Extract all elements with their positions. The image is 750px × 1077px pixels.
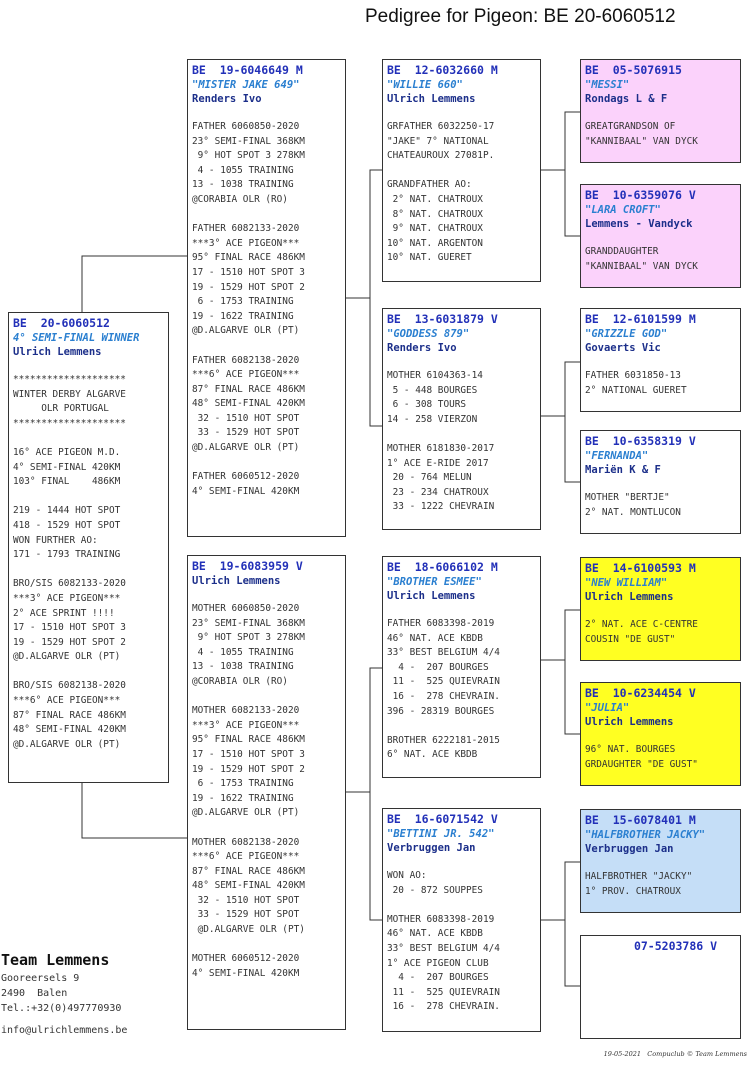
performance-line: 2° ACE SPRINT !!!!: [13, 607, 115, 619]
performance-line: ********************: [13, 374, 126, 385]
owner: Ulrich Lemmens: [387, 590, 476, 602]
ring-number: BE 19-6046649 M: [192, 63, 303, 77]
performance-line: @CORABIA OLR (RO): [192, 675, 288, 687]
performance-line: 46° NAT. ACE KBDB: [387, 928, 483, 940]
nickname: "WILLIE 660": [387, 79, 463, 91]
performance-line: 219 - 1444 HOT SPOT: [13, 505, 121, 517]
performance-line: 14 - 258 VIERZON: [387, 413, 478, 425]
performance-lines: [585, 743, 736, 772]
performance-line: MOTHER 6060850-2020: [192, 603, 300, 614]
performance-line: WINTER DERBY ALGARVE: [13, 388, 126, 400]
nickname: "NEW WILLIAM": [585, 577, 668, 589]
performance-lines: [585, 245, 736, 274]
performance-line: GREATGRANDSON OF: [585, 121, 676, 132]
owner: Ulrich Lemmens: [585, 716, 674, 728]
team-contact-block: [1, 951, 127, 1036]
performance-line: 33 - 1222 CHEVRAIN: [387, 501, 495, 513]
performance-line: 48° SEMI-FINAL 420KM: [13, 724, 126, 736]
performance-line: 95° FINAL RACE 486KM: [192, 734, 305, 746]
ring-number: BE 12-6032660 M: [387, 63, 498, 77]
pigeon-card-ssd[interactable]: [580, 184, 741, 288]
performance-line: 10° NAT. GUERET: [387, 252, 472, 264]
performance-line: [13, 490, 164, 505]
performance-line: 9° HOT SPOT 3 278KM: [192, 632, 305, 644]
ring-number: BE 16-6071542 V: [387, 812, 498, 826]
performance-line: "JAKE" 7° NATIONAL: [387, 135, 489, 147]
performance-line: 48° SEMI-FINAL 420KM: [192, 880, 305, 892]
performance-line: 4° SEMI-FINAL 420KM: [13, 461, 121, 473]
performance-line: 6 - 1753 TRAINING: [192, 778, 294, 790]
performance-line: FATHER 6082133-2020: [192, 223, 300, 235]
performance-line: 17 - 1510 HOT SPOT 3: [192, 266, 305, 278]
performance-line: 20 - 872 SOUPPES: [387, 884, 483, 896]
performance-line: [387, 719, 536, 734]
owner: Lemmens - Vandyck: [585, 218, 693, 230]
performance-lines: [387, 120, 536, 266]
performance-line: FATHER 6083398-2019: [387, 618, 495, 629]
performance-line: 4 - 1055 TRAINING: [192, 646, 294, 658]
performance-line: 1° ACE PIGEON CLUB: [387, 957, 489, 969]
performance-line: 46° NAT. ACE KBDB: [387, 632, 483, 644]
performance-line: 48° SEMI-FINAL 420KM: [192, 398, 305, 410]
performance-line: FATHER 6060850-2020: [192, 121, 300, 132]
performance-line: GRDAUGHTER "DE GUST": [585, 758, 698, 770]
owner: Renders Ivo: [387, 342, 457, 354]
performance-lines: [585, 870, 736, 899]
performance-line: 19 - 1622 TRAINING: [192, 792, 294, 804]
performance-line: ***3° ACE PIGEON***: [192, 237, 300, 249]
pigeon-card-dsd[interactable]: [580, 682, 741, 786]
performance-line: 2° NAT. MONTLUCON: [585, 506, 681, 518]
performance-line: 1° PROV. CHATROUX: [585, 885, 681, 897]
performance-line: [13, 563, 164, 578]
performance-line: ***6° ACE PIGEON***: [192, 851, 300, 863]
address-line: Tel.:+32(0)497770930: [1, 1003, 122, 1014]
performance-line: FATHER 6031850-13: [585, 370, 681, 381]
performance-line: BRO/SIS 6082138-2020: [13, 680, 126, 692]
owner: Ulrich Lemmens: [13, 346, 102, 358]
performance-line: FATHER 6060512-2020: [192, 471, 300, 483]
owner: Ulrich Lemmens: [585, 591, 674, 603]
owner: Verbruggen Jan: [585, 843, 674, 855]
performance-line: FATHER 6082138-2020: [192, 354, 300, 366]
nickname: "GRIZZLE GOD": [585, 328, 668, 340]
pigeon-card-dss[interactable]: [580, 557, 741, 661]
performance-line: 4 - 1055 TRAINING: [192, 164, 294, 176]
performance-line: MOTHER 6060512-2020: [192, 953, 300, 965]
ring-number: BE 20-6060512: [13, 316, 110, 330]
performance-line: 33° BEST BELGIUM 4/4: [387, 942, 500, 954]
performance-line: 23° SEMI-FINAL 368KM: [192, 617, 305, 629]
performance-line: @CORABIA OLR (RO): [192, 193, 288, 205]
performance-line: 6° NAT. ACE KBDB: [387, 749, 478, 761]
performance-line: [387, 164, 536, 179]
ring-number: BE 19-6083959 V: [192, 559, 303, 573]
owner: Mariën K & F: [585, 464, 661, 476]
performance-line: @D.ALGARVE OLR (PT): [192, 924, 305, 936]
performance-line: 32 - 1510 HOT SPOT: [192, 412, 300, 424]
performance-lines: [585, 618, 736, 647]
performance-line: GRANDDAUGHTER: [585, 246, 659, 257]
performance-line: MOTHER 6104363-14: [387, 370, 483, 381]
performance-line: 2° NAT. ACE C-CENTRE: [585, 619, 698, 630]
performance-line: MOTHER 6083398-2019: [387, 913, 495, 925]
performance-line: @D.ALGARVE OLR (PT): [13, 738, 121, 750]
page-title: Pedigree for Pigeon: BE 20-6060512: [365, 6, 676, 27]
performance-line: 96° NAT. BOURGES: [585, 744, 676, 755]
performance-line: MOTHER 6082138-2020: [192, 836, 300, 848]
performance-line: [192, 456, 341, 471]
performance-line: BROTHER 6222181-2015: [387, 734, 500, 746]
ring-number: BE 10-6359076 V: [585, 188, 696, 202]
performance-line: 4° SEMI-FINAL 420KM: [192, 967, 300, 979]
performance-line: GRFATHER 6032250-17: [387, 121, 495, 132]
performance-line: 418 - 1529 HOT SPOT: [13, 519, 121, 531]
performance-line: 11 - 525 QUIEVRAIN: [387, 986, 500, 998]
performance-line: 87° FINAL RACE 486KM: [13, 709, 126, 721]
performance-lines: [585, 120, 736, 149]
ring-number: BE 05-5076915: [585, 63, 682, 77]
nickname: "GODDESS 879": [387, 328, 470, 340]
performance-lines: [192, 602, 341, 981]
performance-line: ***6° ACE PIGEON***: [13, 695, 121, 707]
pigeon-card-sire-dam[interactable]: [382, 308, 541, 530]
performance-line: [387, 898, 536, 913]
nickname: "BROTHER ESMEE": [387, 576, 482, 588]
performance-line: 23° SEMI-FINAL 368KM: [192, 135, 305, 147]
performance-line: 5 - 448 BOURGES: [387, 384, 478, 396]
performance-line: MOTHER 6181830-2017: [387, 442, 495, 454]
performance-line: ***6° ACE PIGEON***: [192, 369, 300, 381]
pigeon-card-ddd[interactable]: [580, 935, 741, 1039]
owner: Ulrich Lemmens: [192, 575, 281, 587]
performance-lines: [387, 369, 536, 515]
owner: Govaerts Vic: [585, 342, 661, 354]
nickname: "LARA CROFT": [585, 204, 661, 216]
address-line: Gooreersels 9: [1, 973, 80, 984]
pigeon-card-sire[interactable]: [187, 59, 346, 537]
pigeon-card-dam[interactable]: [187, 555, 346, 1030]
performance-line: 171 - 1793 TRAINING: [13, 549, 121, 561]
nickname: "FERNANDA": [585, 450, 649, 462]
performance-line: [387, 427, 536, 442]
performance-line: 2° NATIONAL GUERET: [585, 384, 687, 396]
ring-number: BE 10-6234454 V: [585, 686, 696, 700]
performance-line: [13, 665, 164, 680]
performance-line: 19 - 1529 HOT SPOT 2: [192, 281, 305, 293]
performance-line: 396 - 28319 BOURGES: [387, 705, 495, 717]
nickname: "MESSI": [585, 79, 630, 91]
nickname: 4° SEMI-FINAL WINNER: [13, 332, 140, 344]
ring-number: BE 14-6100593 M: [585, 561, 696, 575]
performance-lines: [13, 373, 164, 752]
performance-line: [192, 821, 341, 836]
performance-line: 23 - 234 CHATROUX: [387, 486, 489, 498]
performance-line: @D.ALGARVE OLR (PT): [192, 807, 300, 819]
team-email[interactable]: info@ulrichlemmens.be: [1, 1025, 128, 1036]
ring-number: BE 13-6031879 V: [387, 312, 498, 326]
ring-number: BE 15-6078401 M: [585, 813, 696, 827]
performance-line: 11 - 525 QUIEVRAIN: [387, 676, 500, 688]
team-name: Team Lemmens: [1, 951, 110, 969]
pigeon-card-sss[interactable]: [580, 59, 741, 163]
performance-line: 17 - 1510 HOT SPOT 3: [13, 622, 126, 634]
performance-line: [192, 339, 341, 354]
pigeon-card-sdd[interactable]: [580, 430, 741, 534]
performance-line: 13 - 1038 TRAINING: [192, 179, 294, 191]
performance-line: 10° NAT. ARGENTON: [387, 237, 483, 249]
performance-line: 9° HOT SPOT 3 278KM: [192, 150, 305, 162]
team-address: [1, 971, 127, 1016]
performance-line: @D.ALGARVE OLR (PT): [192, 442, 300, 454]
performance-line: CHATEAUROUX 27081P.: [387, 150, 495, 162]
performance-line: 20 - 764 MELUN: [387, 472, 472, 484]
performance-line: 33° BEST BELGIUM 4/4: [387, 647, 500, 659]
ring-number: 07-5203786 V: [633, 939, 718, 953]
performance-line: 95° FINAL RACE 486KM: [192, 252, 305, 264]
performance-line: 16 - 278 CHEVRAIN.: [387, 1001, 500, 1013]
address-line: 2490 Balen: [1, 988, 68, 999]
pigeon-card-dam-sire[interactable]: [382, 556, 541, 778]
performance-line: 13 - 1038 TRAINING: [192, 661, 294, 673]
performance-line: 87° FINAL RACE 486KM: [192, 865, 305, 877]
performance-line: BRO/SIS 6082133-2020: [13, 578, 126, 590]
nickname: "HALFBROTHER JACKY": [585, 829, 706, 841]
performance-line: 6 - 308 TOURS: [387, 399, 467, 411]
footer-credit: 19-05-2021 Compuclub © Team Lemmens: [603, 1050, 747, 1058]
performance-lines: [585, 369, 736, 398]
performance-line: ********************: [13, 417, 126, 429]
performance-line: 4 - 207 BOURGES: [387, 972, 489, 984]
performance-line: 19 - 1529 HOT SPOT 2: [13, 636, 126, 648]
performance-line: WON AO:: [387, 870, 427, 881]
performance-line: HALFBROTHER "JACKY": [585, 871, 693, 882]
nickname: "BETTINI JR. 542": [387, 828, 495, 840]
performance-line: MOTHER 6082133-2020: [192, 705, 300, 717]
performance-line: "KANNIBAAL" VAN DYCK: [585, 260, 698, 272]
performance-line: ***3° ACE PIGEON***: [192, 719, 300, 731]
performance-line: ***3° ACE PIGEON***: [13, 592, 121, 604]
performance-line: 32 - 1510 HOT SPOT: [192, 894, 300, 906]
performance-line: 19 - 1622 TRAINING: [192, 310, 294, 322]
owner: Verbruggen Jan: [387, 842, 476, 854]
performance-line: [192, 938, 341, 953]
performance-line: 87° FINAL RACE 486KM: [192, 383, 305, 395]
performance-line: MOTHER "BERTJE": [585, 492, 670, 503]
performance-line: @D.ALGARVE OLR (PT): [13, 651, 121, 663]
pigeon-card-subject[interactable]: [8, 312, 169, 783]
performance-line: 4 - 207 BOURGES: [387, 661, 489, 673]
performance-line: @D.ALGARVE OLR (PT): [192, 325, 300, 337]
performance-line: 16 - 278 CHEVRAIN.: [387, 690, 500, 702]
performance-line: GRANDFATHER AO:: [387, 179, 472, 191]
pigeon-card-dds[interactable]: [580, 809, 741, 913]
performance-lines: [387, 869, 536, 1015]
performance-line: 33 - 1529 HOT SPOT: [192, 427, 300, 439]
performance-line: OLR PORTUGAL: [13, 403, 109, 415]
owner: Rondags L & F: [585, 93, 668, 105]
performance-line: 33 - 1529 HOT SPOT: [192, 909, 300, 921]
pigeon-card-dam-dam[interactable]: [382, 808, 541, 1032]
performance-line: WON FURTHER AO:: [13, 534, 98, 546]
ring-number: BE 12-6101599 M: [585, 312, 696, 326]
performance-line: 2° NAT. CHATROUX: [387, 193, 483, 205]
performance-line: 19 - 1529 HOT SPOT 2: [192, 763, 305, 775]
pigeon-card-sds[interactable]: [580, 308, 741, 412]
ring-number: BE 18-6066102 M: [387, 560, 498, 574]
performance-line: 103° FINAL 486KM: [13, 476, 121, 488]
performance-line: 1° ACE E-RIDE 2017: [387, 457, 489, 469]
performance-line: "KANNIBAAL" VAN DYCK: [585, 135, 698, 147]
nickname: "JULIA": [585, 702, 630, 714]
performance-line: [192, 208, 341, 223]
performance-line: 6 - 1753 TRAINING: [192, 296, 294, 308]
performance-line: [13, 431, 164, 446]
ring-number: BE 10-6358319 V: [585, 434, 696, 448]
performance-lines: [585, 491, 736, 520]
performance-lines: [387, 617, 536, 763]
performance-line: 16° ACE PIGEON M.D.: [13, 446, 121, 458]
performance-lines: [192, 120, 341, 499]
performance-line: 8° NAT. CHATROUX: [387, 208, 483, 220]
performance-line: 9° NAT. CHATROUX: [387, 223, 483, 235]
performance-line: [192, 690, 341, 705]
performance-line: 4° SEMI-FINAL 420KM: [192, 485, 300, 497]
performance-line: COUSIN "DE GUST": [585, 633, 676, 645]
owner: Renders Ivo: [192, 93, 262, 105]
owner: Ulrich Lemmens: [387, 93, 476, 105]
pigeon-card-sire-sire[interactable]: [382, 59, 541, 282]
performance-line: 17 - 1510 HOT SPOT 3: [192, 748, 305, 760]
nickname: "MISTER JAKE 649": [192, 79, 300, 91]
